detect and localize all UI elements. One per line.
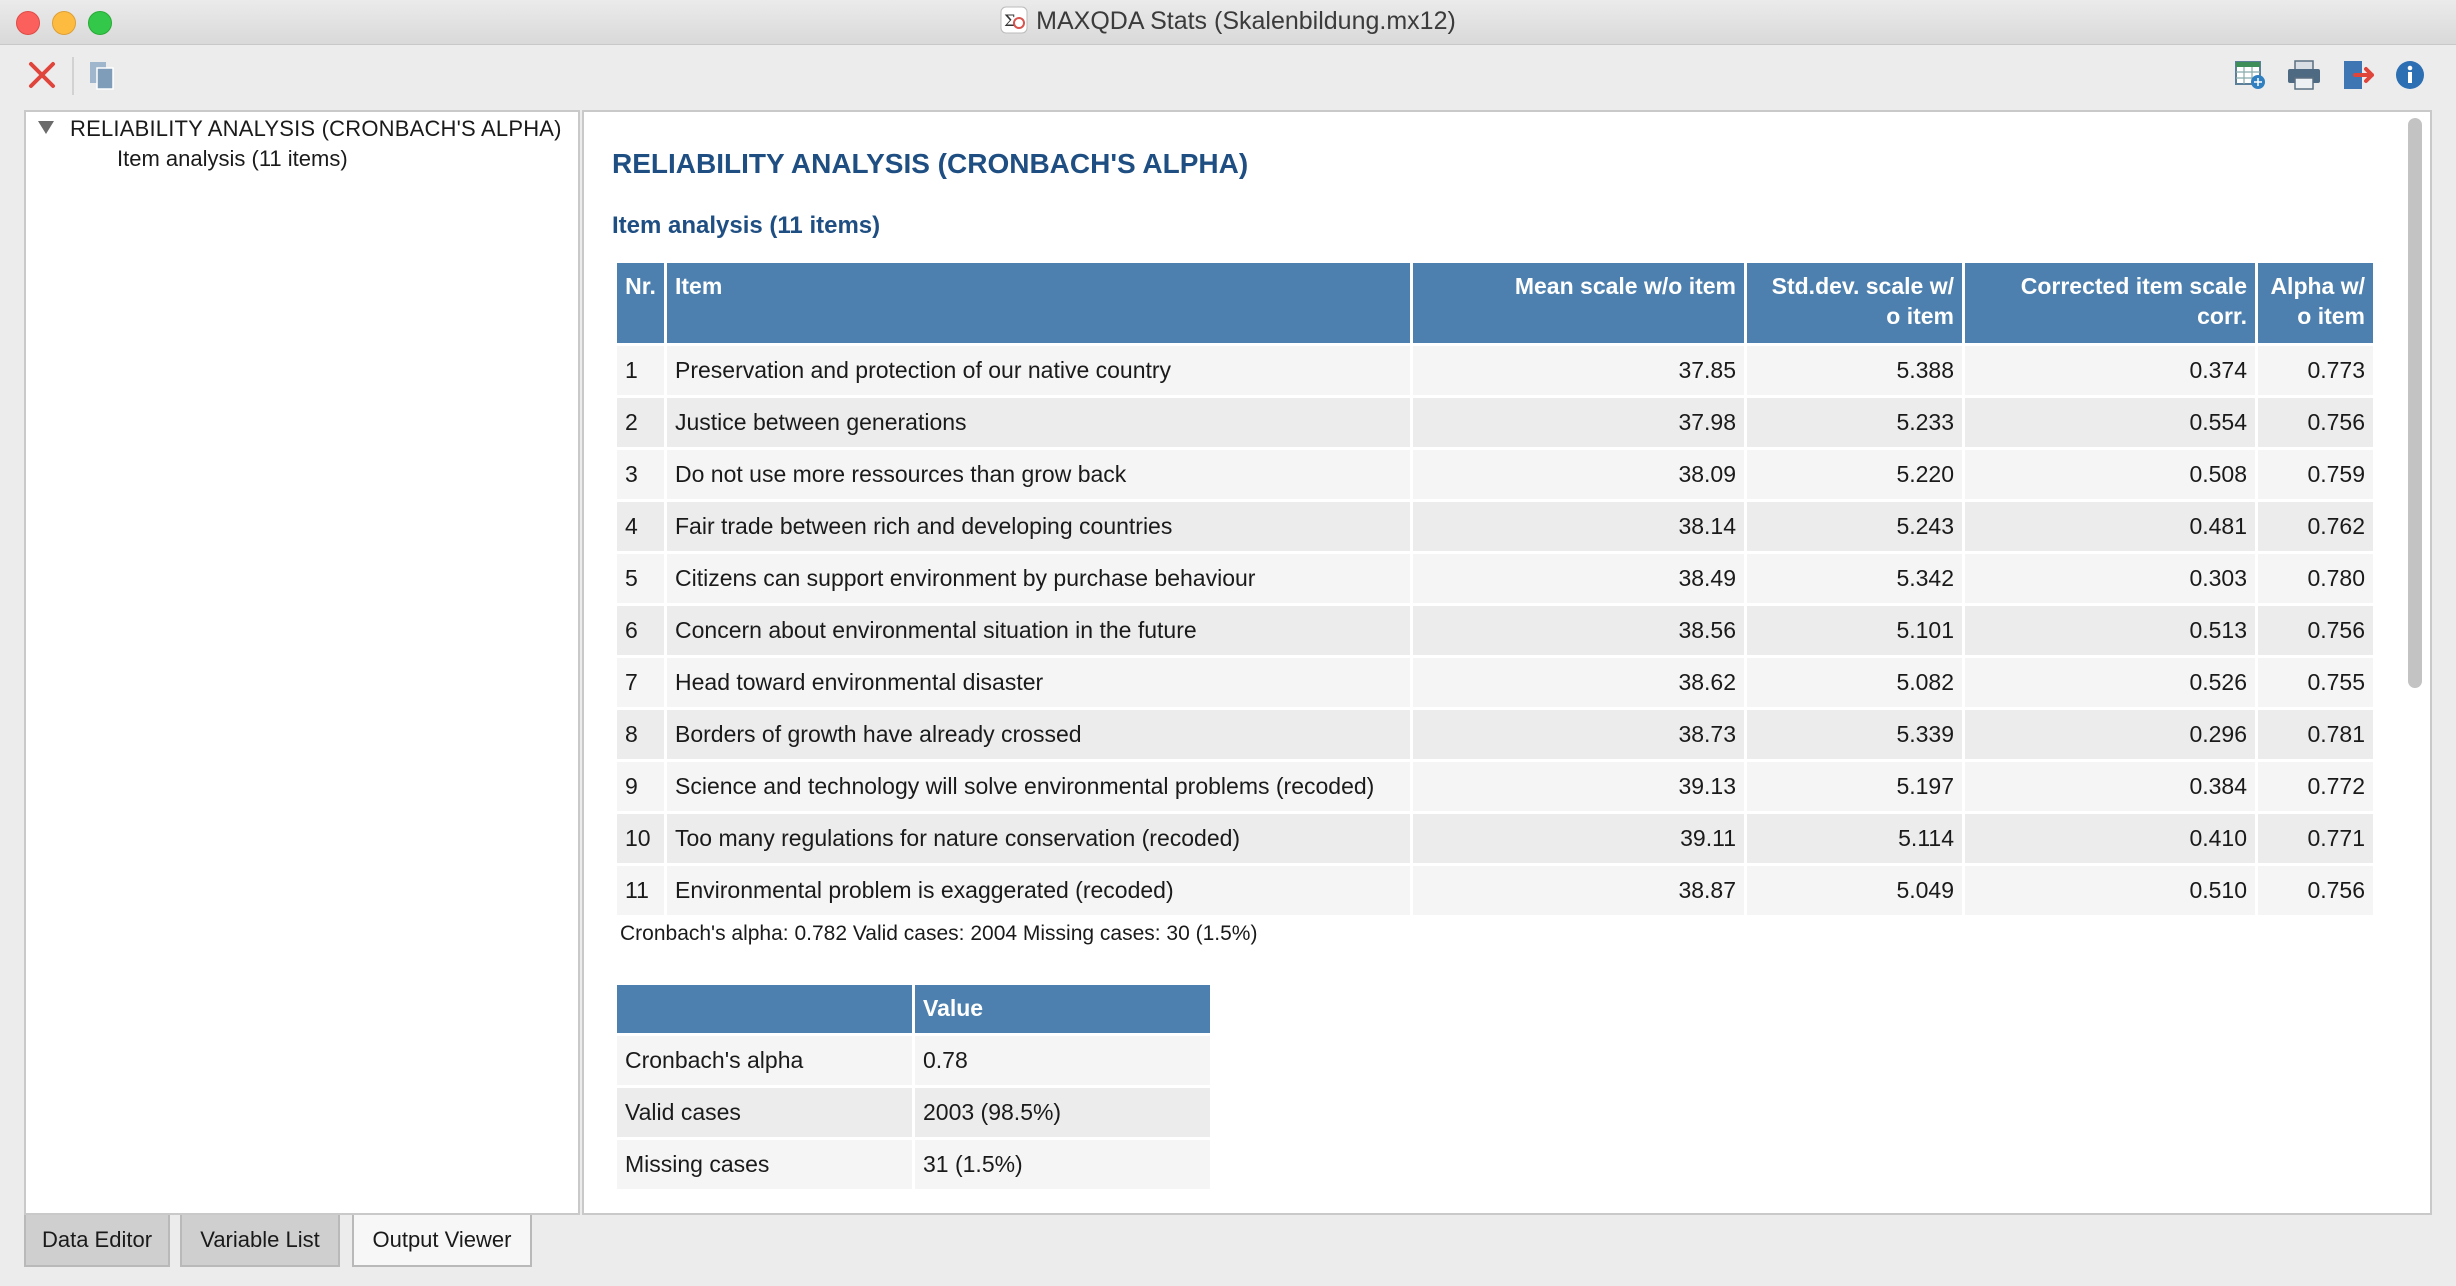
info-icon xyxy=(2394,59,2426,91)
table-row xyxy=(617,866,2373,915)
col-header-alpha xyxy=(2258,263,2373,343)
copy-icon xyxy=(86,59,118,91)
cell-nr: 4 xyxy=(617,502,664,551)
cell-corr: 0.481 xyxy=(1965,502,2255,551)
window-title-wrap xyxy=(0,6,2456,36)
output-viewer-panel xyxy=(582,110,2432,1215)
cell-corr: 0.303 xyxy=(1965,554,2255,603)
cell-mean: 38.49 xyxy=(1413,554,1744,603)
output-subheading: Item analysis (11 items) xyxy=(612,212,881,239)
title-bar xyxy=(0,0,2456,45)
summary-table xyxy=(614,982,1213,1192)
tab-data-editor[interactable]: Data Editor xyxy=(24,1215,170,1267)
tab-variable-list[interactable]: Variable List xyxy=(180,1215,340,1267)
cell-corr: 0.384 xyxy=(1965,762,2255,811)
cell-mean: 38.56 xyxy=(1413,606,1744,655)
summary-cell-label: Valid cases xyxy=(617,1088,912,1137)
cell-std: 5.101 xyxy=(1747,606,1962,655)
cell-item: Environmental problem is exaggerated (recoded) xyxy=(667,866,1410,915)
export-spreadsheet-button[interactable] xyxy=(2230,55,2270,95)
cell-alpha: 0.759 xyxy=(2258,450,2373,499)
cell-item: Too many regulations for nature conservation (recoded) xyxy=(667,814,1410,863)
cell-alpha: 0.756 xyxy=(2258,866,2373,915)
cell-corr: 0.374 xyxy=(1965,346,2255,395)
cell-alpha: 0.772 xyxy=(2258,762,2373,811)
cell-nr: 7 xyxy=(617,658,664,707)
summary-row xyxy=(617,1036,1210,1085)
cell-mean: 37.98 xyxy=(1413,398,1744,447)
cell-std: 5.082 xyxy=(1747,658,1962,707)
toolbar xyxy=(0,45,2456,107)
cell-nr: 11 xyxy=(617,866,664,915)
cell-mean: 38.14 xyxy=(1413,502,1744,551)
col-header-std-line2: o item xyxy=(1886,303,1954,329)
cell-alpha: 0.771 xyxy=(2258,814,2373,863)
cell-nr: 1 xyxy=(617,346,664,395)
cell-std: 5.114 xyxy=(1747,814,1962,863)
cell-item: Borders of growth have already crossed xyxy=(667,710,1410,759)
cell-nr: 9 xyxy=(617,762,664,811)
cell-corr: 0.510 xyxy=(1965,866,2255,915)
col-header-std xyxy=(1747,263,1962,343)
cell-nr: 5 xyxy=(617,554,664,603)
tree-item-label: RELIABILITY ANALYSIS (CRONBACH'S ALPHA) xyxy=(70,116,562,141)
summary-cell-value: 0.78 xyxy=(915,1036,1210,1085)
tree-item-item-analysis[interactable]: Item analysis (11 items) xyxy=(117,146,348,171)
cell-std: 5.339 xyxy=(1747,710,1962,759)
cell-corr: 0.526 xyxy=(1965,658,2255,707)
disclosure-triangle-icon[interactable] xyxy=(38,121,54,134)
cell-mean: 38.62 xyxy=(1413,658,1744,707)
table-row xyxy=(617,710,2373,759)
print-button[interactable] xyxy=(2284,55,2324,95)
cell-mean: 37.85 xyxy=(1413,346,1744,395)
table-row xyxy=(617,814,2373,863)
cell-mean: 38.73 xyxy=(1413,710,1744,759)
table-row xyxy=(617,606,2373,655)
summary-cell-label: Cronbach's alpha xyxy=(617,1036,912,1085)
table-row xyxy=(617,398,2373,447)
output-tree-panel xyxy=(24,110,580,1215)
col-header-alpha-line1: Alpha w/ xyxy=(2270,273,2365,299)
summary-header-row xyxy=(617,985,1210,1033)
summary-header-value: Value xyxy=(915,985,1210,1033)
cell-std: 5.220 xyxy=(1747,450,1962,499)
table-row xyxy=(617,554,2373,603)
table-row xyxy=(617,762,2373,811)
info-button[interactable] xyxy=(2390,55,2430,95)
cell-nr: 10 xyxy=(617,814,664,863)
cell-alpha: 0.756 xyxy=(2258,398,2373,447)
cell-nr: 8 xyxy=(617,710,664,759)
exit-button[interactable] xyxy=(2338,55,2378,95)
close-output-button[interactable] xyxy=(22,55,62,95)
cell-item: Fair trade between rich and developing countries xyxy=(667,502,1410,551)
cell-item: Do not use more ressources than grow back xyxy=(667,450,1410,499)
col-header-corr: Corrected item scale corr. xyxy=(1965,263,2255,343)
col-header-alpha-line2: o item xyxy=(2297,303,2365,329)
cell-alpha: 0.755 xyxy=(2258,658,2373,707)
item-table-body xyxy=(617,346,2373,915)
export-spreadsheet-icon xyxy=(2233,58,2267,92)
summary-cell-label: Missing cases xyxy=(617,1140,912,1189)
cell-std: 5.197 xyxy=(1747,762,1962,811)
table-row xyxy=(617,658,2373,707)
cell-std: 5.049 xyxy=(1747,866,1962,915)
summary-cell-value: 31 (1.5%) xyxy=(915,1140,1210,1189)
table-row xyxy=(617,502,2373,551)
item-analysis-table xyxy=(614,260,2376,918)
cell-item: Concern about environmental situation in the future xyxy=(667,606,1410,655)
cell-corr: 0.554 xyxy=(1965,398,2255,447)
cell-mean: 39.11 xyxy=(1413,814,1744,863)
col-header-std-line1: Std.dev. scale w/ xyxy=(1771,273,1954,299)
cell-nr: 2 xyxy=(617,398,664,447)
cell-alpha: 0.780 xyxy=(2258,554,2373,603)
cell-item: Citizens can support environment by purchase behaviour xyxy=(667,554,1410,603)
tab-output-viewer[interactable]: Output Viewer xyxy=(352,1215,532,1267)
summary-header-label xyxy=(617,985,912,1033)
cell-alpha: 0.781 xyxy=(2258,710,2373,759)
close-x-icon xyxy=(27,60,57,90)
cell-corr: 0.410 xyxy=(1965,814,2255,863)
cell-item: Preservation and protection of our native country xyxy=(667,346,1410,395)
toolbar-separator xyxy=(72,57,74,95)
summary-table-body xyxy=(617,1036,1210,1189)
summary-line: Cronbach's alpha: 0.782 Valid cases: 2004 Missing cases: 30 (1.5%) xyxy=(620,922,1258,945)
exit-icon xyxy=(2341,58,2375,92)
cell-mean: 39.13 xyxy=(1413,762,1744,811)
col-header-mean: Mean scale w/o item xyxy=(1413,263,1744,343)
col-header-nr: Nr. xyxy=(617,263,664,343)
cell-std: 5.342 xyxy=(1747,554,1962,603)
cell-std: 5.233 xyxy=(1747,398,1962,447)
cell-alpha: 0.756 xyxy=(2258,606,2373,655)
maxqda-stats-icon xyxy=(1000,6,1028,34)
cell-alpha: 0.762 xyxy=(2258,502,2373,551)
print-icon xyxy=(2286,58,2322,92)
summary-cell-value: 2003 (98.5%) xyxy=(915,1088,1210,1137)
tree-item-reliability-analysis[interactable] xyxy=(38,116,562,142)
cell-std: 5.388 xyxy=(1747,346,1962,395)
cell-item: Justice between generations xyxy=(667,398,1410,447)
cell-std: 5.243 xyxy=(1747,502,1962,551)
cell-alpha: 0.773 xyxy=(2258,346,2373,395)
cell-corr: 0.296 xyxy=(1965,710,2255,759)
cell-item: Science and technology will solve environmental problems (recoded) xyxy=(667,762,1410,811)
cell-mean: 38.09 xyxy=(1413,450,1744,499)
window-title: MAXQDA Stats (Skalenbildung.mx12) xyxy=(1036,7,1456,35)
table-row xyxy=(617,346,2373,395)
copy-button[interactable] xyxy=(82,55,122,95)
svg-text:Σ: Σ xyxy=(1004,11,1016,30)
cell-mean: 38.87 xyxy=(1413,866,1744,915)
table-row xyxy=(617,450,2373,499)
output-heading: RELIABILITY ANALYSIS (CRONBACH'S ALPHA) xyxy=(612,148,1249,179)
cell-item: Head toward environmental disaster xyxy=(667,658,1410,707)
table-header-row xyxy=(617,263,2373,343)
summary-row xyxy=(617,1088,1210,1137)
cell-nr: 6 xyxy=(617,606,664,655)
cell-nr: 3 xyxy=(617,450,664,499)
col-header-item: Item xyxy=(667,263,1410,343)
cell-corr: 0.513 xyxy=(1965,606,2255,655)
summary-row xyxy=(617,1140,1210,1189)
cell-corr: 0.508 xyxy=(1965,450,2255,499)
vertical-scrollbar[interactable] xyxy=(2408,118,2422,688)
